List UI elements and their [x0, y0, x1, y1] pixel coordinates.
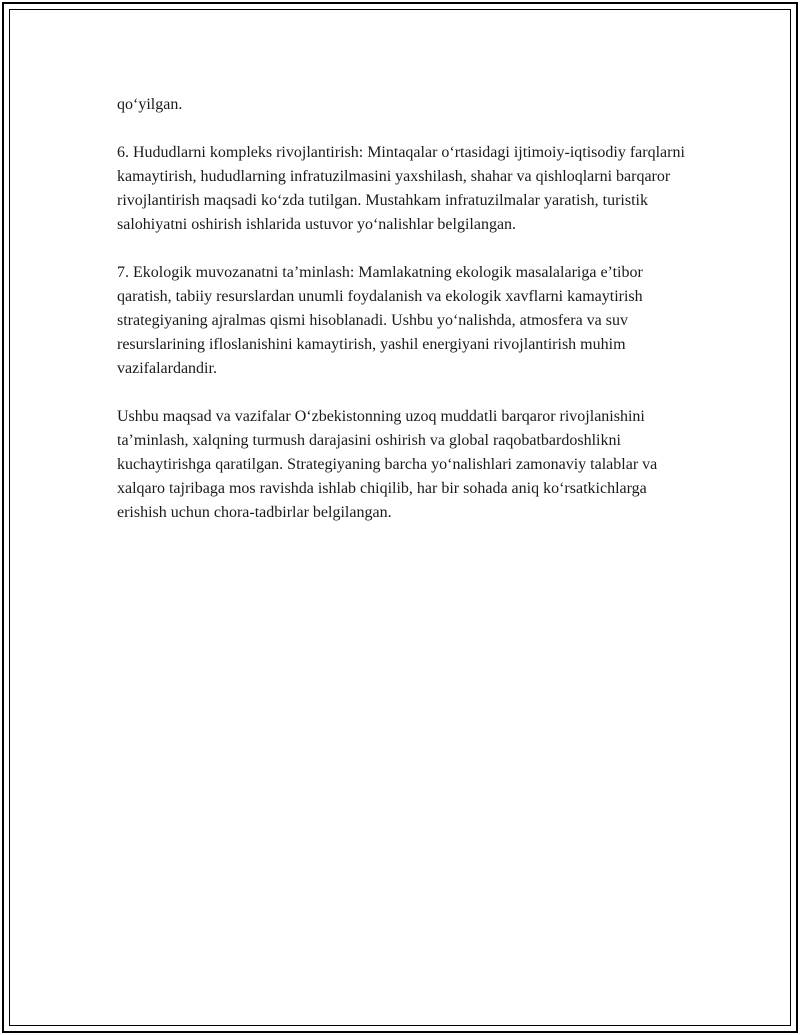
- paragraph-conclusion: Ushbu maqsad va vazifalar O‘zbekistonning uzoq muddatli barqaror rivojlanishini ta’minlash, xalqning turmush darajasini oshirish va global raqobatbardoshlikni kuchaytirishga qaratilgan. Strategiyaning barcha yo‘nalishlari zamonaviy talablar va xalqaro tajribaga mos ravishda ishlab chiqilib, har bir sohada aniq ko‘rsatkichlarga erishish uchun chora-tadbirlar belgilangan.: [117, 408, 658, 521]
- paragraph-continuation: qo‘yilgan.: [117, 96, 183, 113]
- document-body: [117, 93, 697, 549]
- paragraph-ecological-balance: 7. Ekologik muvozanatni ta’minlash: Mamlakatning ekologik masalalariga e’tibor qaratish, tabiiy resurslardan unumli foydalanish va ekologik xavflarni kamaytirish strategiyaning ajralmas qismi hisoblanadi. Ushbu yo‘nalishda, atmosfera va suv resurslarining ifloslanishini kamaytirish, yashil energiyani rivojlantirish muhim vazifalardandir.: [117, 264, 643, 377]
- paragraph-regional-development: 6. Hududlarni kompleks rivojlantirish: Mintaqalar o‘rtasidagi ijtimoiy-iqtisodiy farqlarni kamaytirish, hududlarning infratuzilmasini yaxshilash, shahar va qishloqlarni barqaror rivojlantirish maqsadi ko‘zda tutilgan. Mustahkam infratuzilmalar yaratish, turistik salohiyatni oshirish ishlarida ustuvor yo‘nalishlar belgilangan.: [117, 144, 685, 233]
